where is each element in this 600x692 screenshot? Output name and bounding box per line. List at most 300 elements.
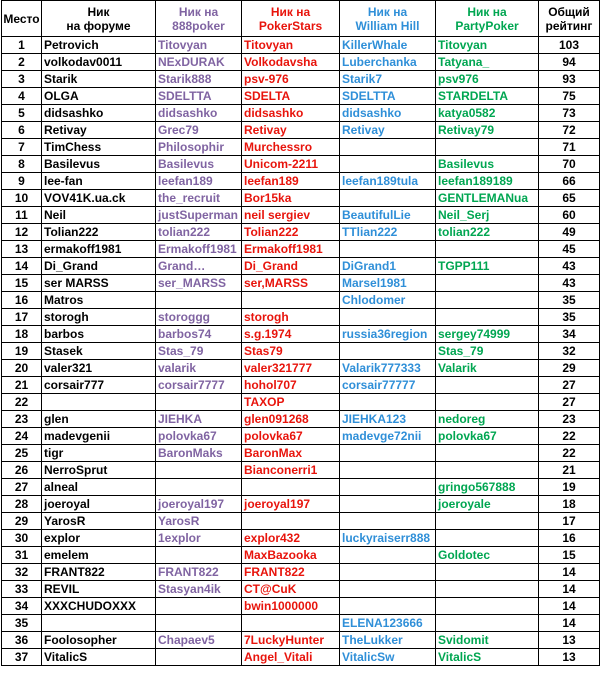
forum-nick-cell: barbos [42,326,156,343]
nick-pokerstars-cell: Bor15ka [242,190,340,207]
nick-williamhill-cell [340,513,436,530]
forum-nick-cell: glen [42,411,156,428]
nick-partypoker-cell: STARDELTA [436,88,539,105]
nick-williamhill-cell: SDELTTA [340,88,436,105]
forum-nick-cell: Basilevus [42,156,156,173]
forum-nick-cell: ser MARSS [42,275,156,292]
forum-nick-cell [42,615,156,632]
nick-partypoker-cell: Neil_Serj [436,207,539,224]
nick-888poker-cell: JIEHKA [156,411,242,428]
table-row [2,275,600,292]
nick-williamhill-cell: BeautifulLie [340,207,436,224]
nick-pokerstars-cell: hohol707 [242,377,340,394]
nick-888poker-cell: FRANT822 [156,564,242,581]
total-rating-cell: 43 [539,275,600,292]
place-cell: 16 [2,292,42,309]
table-row [2,190,600,207]
total-rating-cell: 13 [539,632,600,649]
nick-partypoker-cell [436,462,539,479]
nick-888poker-cell: Titovyan [156,37,242,54]
nick-williamhill-cell: Marsel1981 [340,275,436,292]
forum-nick-cell: XXXCHUDOXXX [42,598,156,615]
table-row [2,71,600,88]
table-row [2,445,600,462]
nick-pokerstars-cell [242,615,340,632]
nick-williamhill-cell [340,343,436,360]
place-cell: 18 [2,326,42,343]
nick-888poker-cell: corsair7777 [156,377,242,394]
nick-williamhill-cell [340,547,436,564]
place-cell: 26 [2,462,42,479]
total-rating-cell: 70 [539,156,600,173]
nick-williamhill-cell [340,241,436,258]
nick-888poker-cell: justSuperman [156,207,242,224]
forum-nick-cell: VOV41K.ua.ck [42,190,156,207]
forum-nick-cell: volkodav0011 [42,54,156,71]
nick-partypoker-cell [436,598,539,615]
nick-partypoker-cell: Tatyana_ [436,54,539,71]
nick-888poker-cell: Philosophir [156,139,242,156]
total-rating-cell: 32 [539,343,600,360]
total-rating-cell: 49 [539,224,600,241]
forum-nick-cell [42,394,156,411]
total-rating-cell: 14 [539,564,600,581]
place-cell: 1 [2,37,42,54]
place-cell: 14 [2,258,42,275]
forum-nick-cell: alneal [42,479,156,496]
nick-pokerstars-cell: ser,MARSS [242,275,340,292]
table-row [2,530,600,547]
total-rating-cell: 14 [539,615,600,632]
nick-888poker-cell: Chapaev5 [156,632,242,649]
forum-nick-cell: Stasek [42,343,156,360]
total-rating-cell: 16 [539,530,600,547]
nick-pokerstars-cell: MaxBazooka [242,547,340,564]
total-rating-cell: 71 [539,139,600,156]
nick-williamhill-cell [340,598,436,615]
forum-nick-cell: tigr [42,445,156,462]
place-cell: 13 [2,241,42,258]
nick-888poker-cell [156,598,242,615]
nick-pokerstars-cell: neil sergiev [242,207,340,224]
table-body [2,37,600,666]
nick-pokerstars-cell [242,479,340,496]
nick-pokerstars-cell: psv-976 [242,71,340,88]
table-row [2,581,600,598]
nick-partypoker-cell [436,564,539,581]
nick-williamhill-cell: JIEHKA123 [340,411,436,428]
nick-partypoker-cell: Svidomit [436,632,539,649]
place-cell: 6 [2,122,42,139]
forum-nick-cell: Foolosopher [42,632,156,649]
place-cell: 12 [2,224,42,241]
place-cell: 35 [2,615,42,632]
table-row [2,156,600,173]
place-cell: 20 [2,360,42,377]
nick-partypoker-cell [436,530,539,547]
forum-nick-cell: REVIL [42,581,156,598]
table-row [2,224,600,241]
nick-888poker-cell: ser_MARSS [156,275,242,292]
nick-888poker-cell [156,292,242,309]
total-rating-cell: 19 [539,479,600,496]
header-pp-line1: Ник на [467,4,507,19]
place-cell: 15 [2,275,42,292]
header-forum-line1: Ник [87,4,110,19]
nick-williamhill-cell [340,581,436,598]
nick-partypoker-cell [436,292,539,309]
nick-pokerstars-cell: TAXOP [242,394,340,411]
nick-partypoker-cell: sergey74999 [436,326,539,343]
nick-partypoker-cell [436,581,539,598]
nick-pokerstars-cell: didsashko [242,105,340,122]
place-cell: 22 [2,394,42,411]
nick-partypoker-cell: nedoreg [436,411,539,428]
table-row [2,564,600,581]
place-cell: 5 [2,105,42,122]
nick-williamhill-cell: TTlian222 [340,224,436,241]
place-cell: 9 [2,173,42,190]
table-row [2,326,600,343]
nick-williamhill-cell: Valarik777333 [340,360,436,377]
nick-partypoker-cell: TGPP111 [436,258,539,275]
nick-888poker-cell: Basilevus [156,156,242,173]
total-rating-cell: 17 [539,513,600,530]
header-williamhill [340,1,436,37]
table-row [2,105,600,122]
place-cell: 27 [2,479,42,496]
nick-partypoker-cell: tolian222 [436,224,539,241]
nick-pokerstars-cell: Di_Grand [242,258,340,275]
nick-pokerstars-cell: polovka67 [242,428,340,445]
nick-pokerstars-cell: storogh [242,309,340,326]
place-cell: 2 [2,54,42,71]
total-rating-cell: 21 [539,462,600,479]
total-rating-cell: 27 [539,377,600,394]
total-rating-cell: 29 [539,360,600,377]
nick-williamhill-cell: Retivay [340,122,436,139]
total-rating-cell: 22 [539,428,600,445]
nick-pokerstars-cell: Tolian222 [242,224,340,241]
table-row [2,54,600,71]
forum-nick-cell: corsair777 [42,377,156,394]
nick-888poker-cell [156,462,242,479]
nick-888poker-cell: Grec79 [156,122,242,139]
total-rating-cell: 93 [539,71,600,88]
table-row [2,547,600,564]
nick-williamhill-cell: Starik7 [340,71,436,88]
table-row [2,479,600,496]
nick-888poker-cell: leefan189 [156,173,242,190]
nick-partypoker-cell [436,513,539,530]
nick-partypoker-cell: psv976 [436,71,539,88]
place-cell: 21 [2,377,42,394]
forum-nick-cell: explor [42,530,156,547]
nick-partypoker-cell: katya0582 [436,105,539,122]
nick-888poker-cell: BaronMaks [156,445,242,462]
nick-pokerstars-cell: Volkodavsha [242,54,340,71]
nick-williamhill-cell [340,156,436,173]
header-wh-line2: William Hill [355,18,420,33]
forum-nick-cell: didsashko [42,105,156,122]
total-rating-cell: 34 [539,326,600,343]
header-partypoker [436,1,539,37]
total-rating-cell: 14 [539,598,600,615]
table-row [2,173,600,190]
nick-williamhill-cell: corsair77777 [340,377,436,394]
total-rating-cell: 43 [539,258,600,275]
nick-888poker-cell [156,479,242,496]
nick-partypoker-cell [436,275,539,292]
nick-partypoker-cell: polovka67 [436,428,539,445]
forum-nick-cell: OLGA [42,88,156,105]
nick-partypoker-cell: leefan189189 [436,173,539,190]
forum-nick-cell: ermakoff1981 [42,241,156,258]
nick-williamhill-cell: madevge72nii [340,428,436,445]
table-row [2,360,600,377]
nick-partypoker-cell: Goldotec [436,547,539,564]
nick-williamhill-cell: didsashko [340,105,436,122]
table-row [2,513,600,530]
nick-williamhill-cell [340,445,436,462]
header-place [2,1,42,37]
place-cell: 10 [2,190,42,207]
header-888poker [156,1,242,37]
forum-nick-cell: storogh [42,309,156,326]
place-cell: 8 [2,156,42,173]
nick-pokerstars-cell: BaronMax [242,445,340,462]
nick-partypoker-cell [436,377,539,394]
place-cell: 37 [2,649,42,666]
nick-pokerstars-cell: glen091268 [242,411,340,428]
total-rating-cell: 45 [539,241,600,258]
place-cell: 3 [2,71,42,88]
nick-williamhill-cell: luckyraiserr888 [340,530,436,547]
forum-nick-cell: valer321 [42,360,156,377]
nick-pokerstars-cell: Retivay [242,122,340,139]
table-row [2,632,600,649]
nick-pokerstars-cell: Unicom-2211 [242,156,340,173]
nick-pokerstars-cell: leefan189 [242,173,340,190]
forum-nick-cell: joeroyal [42,496,156,513]
nick-888poker-cell [156,649,242,666]
nick-888poker-cell: 1explor [156,530,242,547]
total-rating-cell: 94 [539,54,600,71]
place-cell: 31 [2,547,42,564]
table-row [2,37,600,54]
header-ps-line2: PokerStars [258,18,323,33]
nick-partypoker-cell: GENTLEMANua [436,190,539,207]
nick-888poker-cell: Ermakoff1981 [156,241,242,258]
nick-williamhill-cell [340,190,436,207]
nick-williamhill-cell: KillerWhale [340,37,436,54]
total-rating-cell: 72 [539,122,600,139]
place-cell: 36 [2,632,42,649]
table-row [2,258,600,275]
header-total [539,1,600,37]
nick-pokerstars-cell: CT@CuK [242,581,340,598]
header-total-line2: рейтинг [545,18,593,33]
place-cell: 24 [2,428,42,445]
total-rating-cell: 35 [539,292,600,309]
nick-partypoker-cell: Valarik [436,360,539,377]
nick-pokerstars-cell: joeroyal197 [242,496,340,513]
forum-nick-cell: Tolian222 [42,224,156,241]
nick-partypoker-cell: VitalicS [436,649,539,666]
place-cell: 30 [2,530,42,547]
table-row [2,309,600,326]
rating-table [1,0,600,666]
place-cell: 7 [2,139,42,156]
nick-partypoker-cell: Retivay79 [436,122,539,139]
total-rating-cell: 22 [539,445,600,462]
nick-pokerstars-cell: bwin1000000 [242,598,340,615]
nick-888poker-cell: NExDURAK [156,54,242,71]
forum-nick-cell: Di_Grand [42,258,156,275]
nick-williamhill-cell: russia36region [340,326,436,343]
nick-888poker-cell: the_recruit [156,190,242,207]
forum-nick-cell: Neil [42,207,156,224]
nick-888poker-cell: polovka67 [156,428,242,445]
total-rating-cell: 23 [539,411,600,428]
place-cell: 25 [2,445,42,462]
nick-888poker-cell: didsashko [156,105,242,122]
nick-williamhill-cell [340,496,436,513]
header-row [2,1,600,37]
total-rating-cell: 35 [539,309,600,326]
header-pokerstars [242,1,340,37]
forum-nick-cell: emelem [42,547,156,564]
nick-888poker-cell: Stasyan4ik [156,581,242,598]
nick-partypoker-cell [436,139,539,156]
nick-pokerstars-cell: explor432 [242,530,340,547]
nick-partypoker-cell: Stas_79 [436,343,539,360]
nick-pokerstars-cell: Stas79 [242,343,340,360]
nick-pokerstars-cell: Bianconerri1 [242,462,340,479]
total-rating-cell: 27 [539,394,600,411]
forum-nick-cell: madevgenii [42,428,156,445]
nick-pokerstars-cell: Titovyan [242,37,340,54]
total-rating-cell: 65 [539,190,600,207]
forum-nick-cell: Petrovich [42,37,156,54]
nick-williamhill-cell: Luberchanka [340,54,436,71]
total-rating-cell: 103 [539,37,600,54]
place-cell: 19 [2,343,42,360]
forum-nick-cell: NerroSprut [42,462,156,479]
nick-pokerstars-cell: FRANT822 [242,564,340,581]
header-forum-line2: на форуме [66,18,131,33]
table-row [2,292,600,309]
table-row [2,343,600,360]
nick-williamhill-cell: ELENA123666 [340,615,436,632]
nick-888poker-cell: valarik [156,360,242,377]
table-row [2,428,600,445]
place-cell: 4 [2,88,42,105]
forum-nick-cell: VitalicS [42,649,156,666]
total-rating-cell: 15 [539,547,600,564]
total-rating-cell: 18 [539,496,600,513]
nick-williamhill-cell: Chlodomer [340,292,436,309]
table-row [2,394,600,411]
nick-williamhill-cell [340,462,436,479]
forum-nick-cell: Starik [42,71,156,88]
forum-nick-cell: lee-fan [42,173,156,190]
nick-888poker-cell: joeroyal197 [156,496,242,513]
nick-pokerstars-cell: SDELTA [242,88,340,105]
nick-partypoker-cell: Titovyan [436,37,539,54]
table-row [2,598,600,615]
header-ps-line1: Ник на [270,4,311,19]
nick-888poker-cell: storoggg [156,309,242,326]
nick-williamhill-cell: DiGrand1 [340,258,436,275]
nick-888poker-cell: Grand… [156,258,242,275]
nick-pokerstars-cell: valer321777 [242,360,340,377]
nick-williamhill-cell [340,139,436,156]
nick-888poker-cell [156,615,242,632]
nick-888poker-cell: barbos74 [156,326,242,343]
nick-partypoker-cell [436,394,539,411]
nick-williamhill-cell [340,309,436,326]
nick-888poker-cell: Starik888 [156,71,242,88]
table-row [2,615,600,632]
nick-pokerstars-cell: s.g.1974 [242,326,340,343]
nick-partypoker-cell [436,241,539,258]
place-cell: 33 [2,581,42,598]
total-rating-cell: 73 [539,105,600,122]
table-row [2,649,600,666]
header-pp-line2: PartyPoker [455,18,519,33]
nick-partypoker-cell [436,445,539,462]
table-row [2,122,600,139]
place-cell: 28 [2,496,42,513]
total-rating-cell: 75 [539,88,600,105]
table-row [2,462,600,479]
forum-nick-cell: YarosR [42,513,156,530]
total-rating-cell: 66 [539,173,600,190]
table-row [2,207,600,224]
table-row [2,411,600,428]
nick-partypoker-cell [436,615,539,632]
nick-888poker-cell: YarosR [156,513,242,530]
nick-pokerstars-cell [242,292,340,309]
header-forum [42,1,156,37]
nick-888poker-cell: tolian222 [156,224,242,241]
nick-williamhill-cell [340,479,436,496]
forum-nick-cell: TimChess [42,139,156,156]
nick-williamhill-cell: TheLukker [340,632,436,649]
header-place-label: Место [3,11,40,26]
header-888-line1: Ник на [178,4,219,19]
place-cell: 29 [2,513,42,530]
place-cell: 32 [2,564,42,581]
header-888-line2: 888poker [172,18,225,33]
table-row [2,377,600,394]
nick-williamhill-cell [340,564,436,581]
nick-pokerstars-cell: Murchessro [242,139,340,156]
total-rating-cell: 13 [539,649,600,666]
table-row [2,88,600,105]
nick-williamhill-cell [340,394,436,411]
total-rating-cell: 14 [539,581,600,598]
nick-williamhill-cell: leefan189tula [340,173,436,190]
nick-pokerstars-cell: 7LuckyHunter [242,632,340,649]
table-row [2,139,600,156]
nick-partypoker-cell: Basilevus [436,156,539,173]
place-cell: 23 [2,411,42,428]
forum-nick-cell: Retivay [42,122,156,139]
nick-pokerstars-cell: Ermakoff1981 [242,241,340,258]
place-cell: 17 [2,309,42,326]
